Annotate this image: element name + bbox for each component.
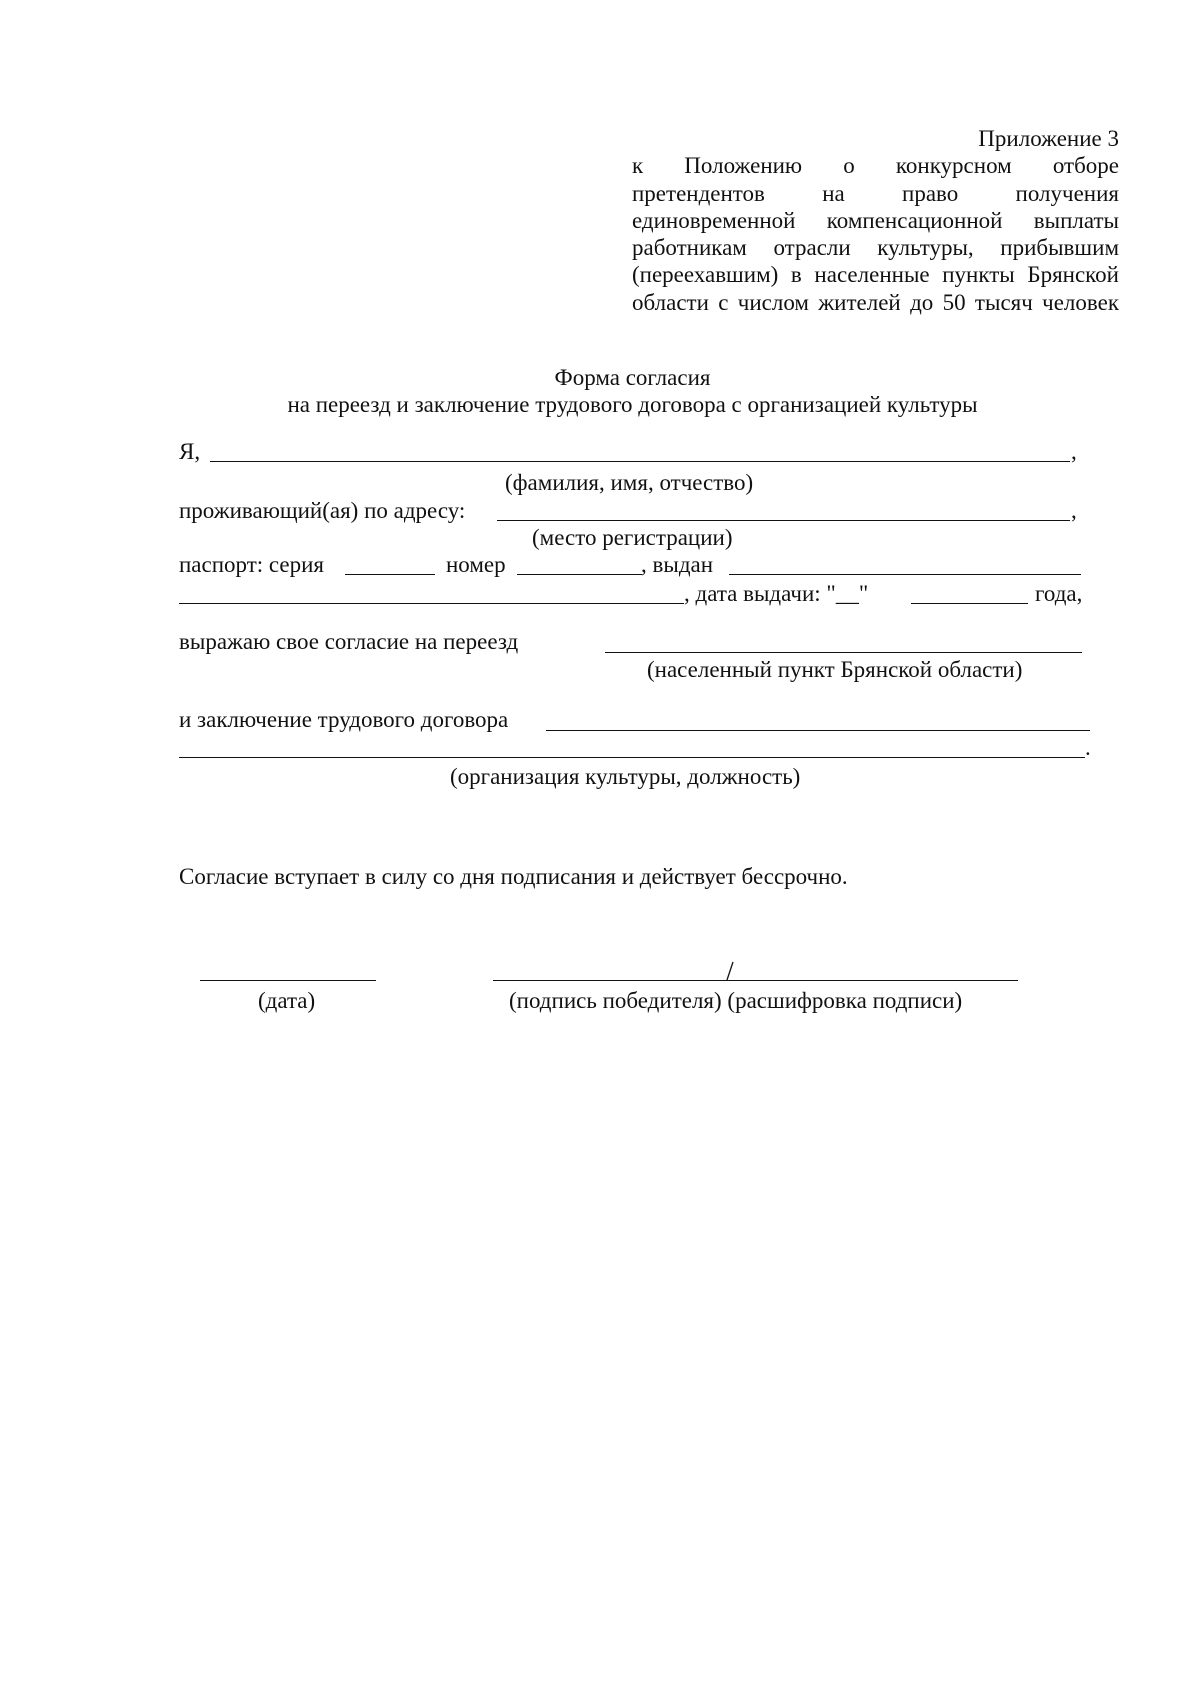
- validity-text: Согласие вступает в силу со дня подписания и действует бессрочно.: [179, 864, 848, 889]
- address-comma: ,: [1071, 498, 1077, 523]
- date-hint: (дата): [258, 988, 316, 1013]
- appendix-line: единовременной компенсационной выплаты: [632, 207, 1119, 233]
- i-label: Я,: [179, 439, 201, 464]
- appendix-title: Приложение 3: [978, 126, 1119, 151]
- signature-separator-slash: [724, 960, 736, 982]
- issue-month-field[interactable]: [911, 603, 1028, 604]
- passport-series-field[interactable]: [345, 574, 435, 575]
- appendix-block: [632, 125, 1119, 316]
- locality-field[interactable]: [605, 652, 1082, 653]
- appendix-line: области с числом жителей до 50 тысяч человек: [632, 289, 1119, 315]
- address-hint: (место регистрации): [532, 525, 733, 550]
- consent-label: выражаю свое согласие на переезд: [179, 629, 519, 654]
- locality-hint: (населенный пункт Брянской области): [647, 657, 1023, 682]
- issued-by-field-continued[interactable]: [179, 603, 684, 604]
- organization-field[interactable]: [546, 730, 1090, 731]
- passport-label: паспорт: серия: [179, 552, 325, 577]
- passport-number-field[interactable]: [517, 574, 642, 575]
- appendix-line: претендентов на право получения: [632, 180, 1119, 206]
- appendix-line: к Положению о конкурсном отборе: [632, 153, 1119, 179]
- fio-hint: (фамилия, имя, отчество): [505, 470, 754, 495]
- issued-label: , выдан: [641, 552, 714, 577]
- signature-field[interactable]: [493, 980, 1018, 981]
- address-label: проживающий(ая) по адресу:: [179, 498, 466, 523]
- fio-comma: ,: [1071, 439, 1077, 464]
- organization-field-continued[interactable]: [179, 757, 1085, 758]
- signature-hint: (подпись победителя) (расшифровка подписи): [509, 988, 963, 1013]
- fio-field[interactable]: [210, 461, 1070, 462]
- contract-label: и заключение трудового договора: [179, 707, 509, 732]
- form-subtitle: на переезд и заключение трудового договора с организацией культуры: [287, 392, 978, 417]
- issued-by-field[interactable]: [729, 574, 1081, 575]
- appendix-line: (переехавшим) в населенные пункты Брянской: [632, 262, 1119, 288]
- form-title: Форма согласия: [554, 365, 711, 390]
- issue-date-label: , дата выдачи: "__": [684, 581, 869, 606]
- date-field[interactable]: [200, 980, 376, 981]
- organization-period: .: [1085, 735, 1091, 760]
- year-label: года,: [1035, 581, 1083, 606]
- address-field[interactable]: [497, 520, 1070, 521]
- organization-hint: (организация культуры, должность): [450, 764, 801, 789]
- appendix-line: работникам отрасли культуры, прибывшим: [632, 235, 1119, 261]
- number-label: номер: [446, 552, 506, 577]
